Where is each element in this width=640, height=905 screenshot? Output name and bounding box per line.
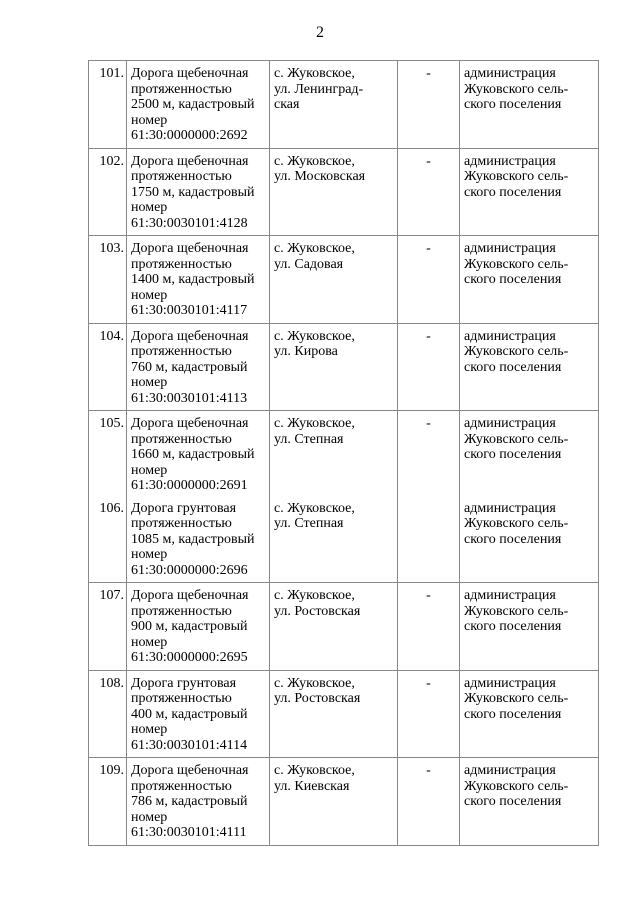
row-number: 101.: [89, 61, 127, 149]
object-address: [270, 670, 398, 758]
owner-organization: [460, 758, 599, 846]
object-address: [270, 148, 398, 236]
owner-line: Жуковского сель-: [464, 81, 569, 97]
empty-value: -: [398, 411, 460, 498]
owner-line: администрация: [464, 675, 556, 691]
table-row: [89, 583, 599, 671]
description-line: 760 м, кадастровый: [131, 359, 248, 375]
row-number: 104.: [89, 323, 127, 411]
address-line: ул. Киевская: [274, 778, 350, 794]
address-line: ул. Ростовская: [274, 603, 361, 619]
description-line: протяженностью: [131, 691, 232, 706]
owner-line: Жуковского сель-: [464, 778, 569, 794]
owner-line: ского поселения: [464, 706, 562, 722]
object-description: [127, 323, 270, 411]
empty-value: -: [398, 236, 460, 324]
empty-value: -: [398, 583, 460, 671]
object-description: [127, 236, 270, 324]
object-description: [127, 758, 270, 846]
address-line: с. Жуковское,: [274, 153, 355, 169]
description-line: протяженностью: [131, 516, 232, 531]
object-address: [270, 498, 398, 583]
owner-line: Жуковского сель-: [464, 344, 569, 359]
road-register-table: [88, 60, 599, 846]
description-line: номер: [131, 809, 168, 825]
description-line: номер: [131, 375, 168, 390]
object-address: [270, 61, 398, 149]
description-line: 61:30:0000000:2692: [131, 128, 248, 143]
owner-line: Жуковского сель-: [464, 169, 569, 184]
owner-line: администрация: [464, 66, 556, 81]
owner-line: Жуковского сель-: [464, 691, 569, 706]
description-line: 61:30:0030101:4114: [131, 737, 248, 753]
description-line: 400 м, кадастровый: [131, 706, 248, 722]
object-description: [127, 498, 270, 583]
description-line: протяженностью: [131, 344, 232, 359]
description-line: Дорога щебеночная: [131, 588, 249, 603]
table-row: [89, 411, 599, 498]
empty-value: -: [398, 323, 460, 411]
object-description: [127, 583, 270, 671]
description-line: Дорога щебеночная: [131, 153, 249, 169]
table-row: [89, 61, 599, 149]
description-line: номер: [131, 200, 168, 215]
address-line: с. Жуковское,: [274, 763, 355, 778]
description-line: 786 м, кадастровый: [131, 794, 248, 809]
owner-line: ского поселения: [464, 359, 562, 375]
owner-organization: [460, 583, 599, 671]
address-line: с. Жуковское,: [274, 675, 355, 691]
description-line: 61:30:0030101:4111: [131, 825, 247, 840]
owner-organization: [460, 670, 599, 758]
owner-line: администрация: [464, 241, 556, 256]
address-line: ул. Садовая: [274, 256, 344, 272]
object-address: [270, 583, 398, 671]
owner-line: администрация: [464, 416, 556, 431]
row-number: 107.: [89, 583, 127, 671]
owner-line: ского поселения: [464, 447, 562, 462]
description-line: 61:30:0030101:4128: [131, 215, 248, 231]
object-description: [127, 411, 270, 498]
table-row: [89, 236, 599, 324]
object-description: [127, 61, 270, 149]
description-line: номер: [131, 287, 168, 303]
row-number: 103.: [89, 236, 127, 324]
owner-organization: [460, 236, 599, 324]
owner-line: администрация: [464, 500, 556, 516]
owner-line: Жуковского сель-: [464, 256, 569, 272]
owner-line: Жуковского сель-: [464, 603, 569, 619]
description-line: номер: [131, 547, 168, 562]
description-line: Дорога щебеночная: [131, 66, 249, 81]
description-line: номер: [131, 722, 168, 737]
description-line: Дорога щебеночная: [131, 328, 249, 344]
row-number: 102.: [89, 148, 127, 236]
description-line: 61:30:0000000:2691: [131, 478, 248, 493]
object-description: [127, 148, 270, 236]
owner-organization: [460, 323, 599, 411]
description-line: номер: [131, 462, 168, 478]
description-line: 1085 м, кадастровый: [131, 531, 255, 547]
row-number: 108.: [89, 670, 127, 758]
object-description: [127, 670, 270, 758]
address-line: ул. Ростовская: [274, 691, 361, 706]
description-line: Дорога щебеночная: [131, 241, 249, 256]
object-address: [270, 758, 398, 846]
owner-line: администрация: [464, 328, 556, 344]
description-line: номер: [131, 112, 168, 128]
address-line: с. Жуковское,: [274, 500, 355, 516]
table-row: [89, 148, 599, 236]
description-line: 61:30:0030101:4113: [131, 390, 248, 406]
address-line: с. Жуковское,: [274, 416, 355, 431]
description-line: 61:30:0030101:4117: [131, 303, 248, 318]
owner-line: администрация: [464, 763, 556, 778]
owner-line: ского поселения: [464, 97, 562, 112]
object-address: [270, 411, 398, 498]
description-line: 61:30:0000000:2696: [131, 562, 248, 578]
empty-value: -: [398, 670, 460, 758]
description-line: Дорога щебеночная: [131, 416, 249, 431]
description-line: 2500 м, кадастровый: [131, 97, 255, 112]
address-line: ул. Степная: [274, 516, 344, 531]
table-row: [89, 758, 599, 846]
owner-organization: [460, 498, 599, 583]
description-line: протяженностью: [131, 603, 232, 619]
owner-organization: [460, 148, 599, 236]
empty-value: -: [398, 61, 460, 149]
owner-line: Жуковского сель-: [464, 516, 569, 531]
description-line: 61:30:0000000:2695: [131, 650, 248, 665]
row-number: 105.: [89, 411, 127, 498]
description-line: Дорога щебеночная: [131, 763, 249, 778]
table-row: [89, 323, 599, 411]
empty-value: [398, 498, 460, 583]
address-line: ул. Степная: [274, 431, 344, 447]
table-row: [89, 498, 599, 583]
owner-line: Жуковского сель-: [464, 431, 569, 447]
description-line: 1750 м, кадастровый: [131, 184, 255, 200]
owner-organization: [460, 411, 599, 498]
description-line: Дорога грунтовая: [131, 675, 237, 691]
description-line: 900 м, кадастровый: [131, 619, 248, 634]
table-row: [89, 670, 599, 758]
description-line: Дорога грунтовая: [131, 500, 237, 516]
owner-organization: [460, 61, 599, 149]
owner-line: ского поселения: [464, 619, 562, 634]
address-line: ул. Кирова: [274, 344, 338, 359]
owner-line: администрация: [464, 588, 556, 603]
empty-value: -: [398, 148, 460, 236]
description-line: протяженностью: [131, 431, 232, 447]
owner-line: ского поселения: [464, 794, 562, 809]
description-line: протяженностью: [131, 778, 232, 794]
address-line: с. Жуковское,: [274, 588, 355, 603]
owner-line: ского поселения: [464, 272, 562, 287]
address-line: ская: [274, 97, 300, 112]
object-address: [270, 323, 398, 411]
description-line: протяженностью: [131, 81, 232, 97]
owner-line: ского поселения: [464, 531, 562, 547]
owner-line: ского поселения: [464, 184, 562, 200]
row-number: 109.: [89, 758, 127, 846]
page-number: 2: [316, 24, 324, 41]
register-body: [89, 61, 599, 846]
owner-line: администрация: [464, 153, 556, 169]
description-line: протяженностью: [131, 169, 232, 184]
description-line: протяженностью: [131, 256, 232, 272]
description-line: 1660 м, кадастровый: [131, 447, 255, 462]
description-line: 1400 м, кадастровый: [131, 272, 255, 287]
empty-value: -: [398, 758, 460, 846]
address-line: ул. Ленинград-: [274, 81, 364, 97]
address-line: с. Жуковское,: [274, 66, 355, 81]
row-number: 106.: [89, 498, 127, 583]
address-line: ул. Московская: [274, 169, 366, 184]
address-line: с. Жуковское,: [274, 328, 355, 344]
address-line: с. Жуковское,: [274, 241, 355, 256]
description-line: номер: [131, 634, 168, 650]
object-address: [270, 236, 398, 324]
